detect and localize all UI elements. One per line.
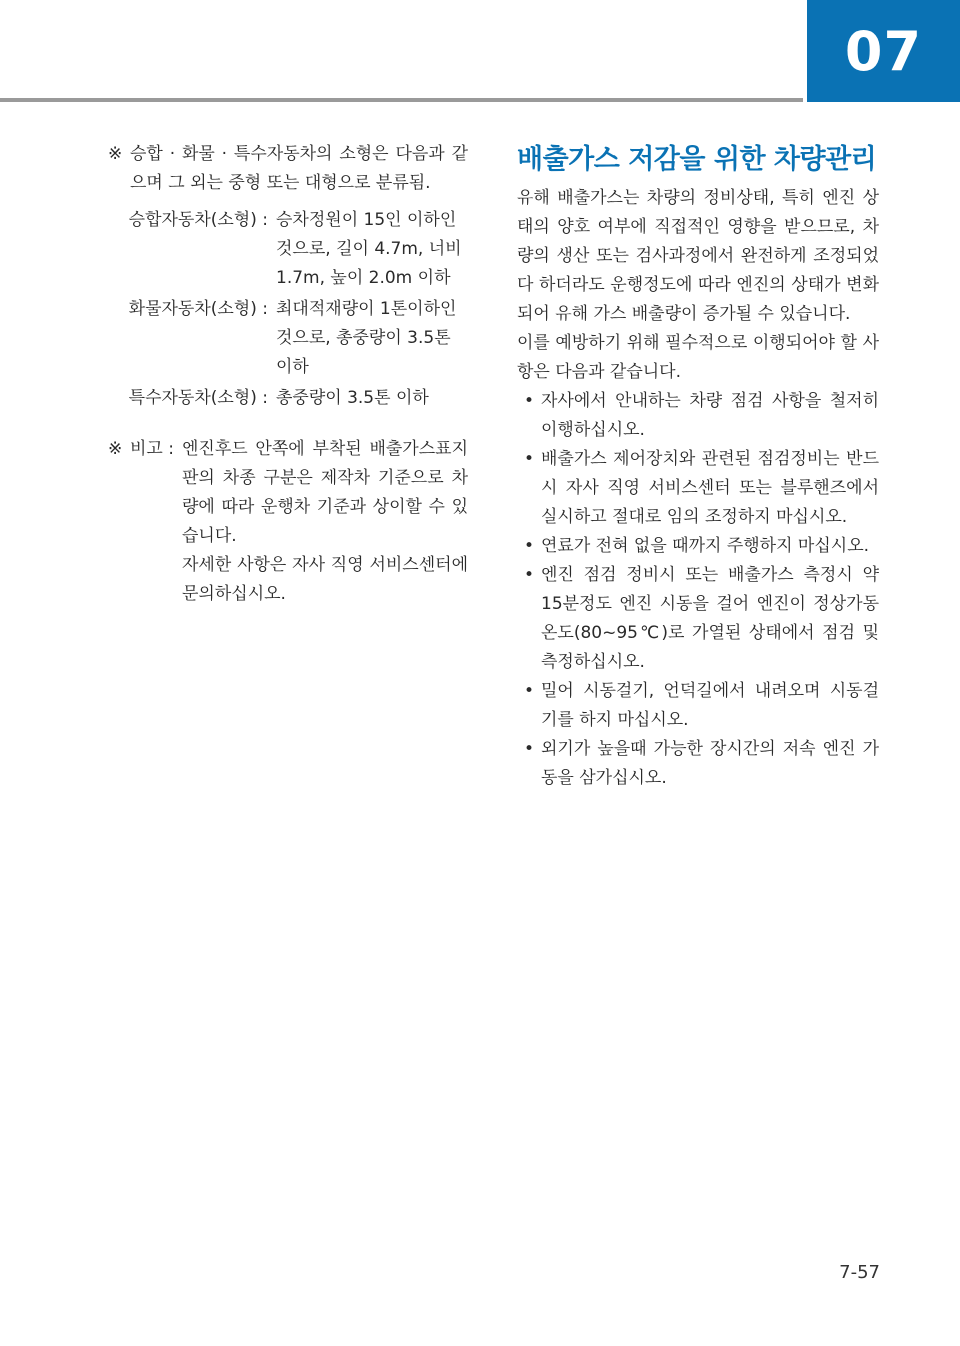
bullet-icon: • bbox=[523, 739, 535, 759]
spec-row-truck bbox=[108, 295, 468, 382]
intro-paragraph: 유해 배출가스는 차량의 정비상태, 특히 엔진 상태의 양호 여부에 직접적인 영향을 받으므로, 차량의 생산 또는 검사과정에서 완전하게 조정되었다 하더라도 운행정도에 따라 엔진의 상태가 변화되어 유해 가스 배출량이 증가될 수 있습니다. bbox=[517, 188, 879, 324]
list-item: • 배출가스 제어장치와 관련된 점검정비는 반드시 자사 직영 서비스센터 또는 블루핸즈에서 실시하고 절대로 임의 조정하지 마십시오. bbox=[517, 445, 879, 532]
spec-value: 총중량이 3.5톤 이하 bbox=[276, 388, 429, 408]
spec-label: 특수자동차(소형) : bbox=[128, 388, 268, 408]
bullet-icon: • bbox=[523, 449, 535, 469]
spec-label: 승합자동차(소형) : bbox=[128, 210, 268, 230]
spec-row-bus bbox=[108, 206, 468, 293]
spec-value: 최대적재량이 1톤이하인 것으로, 총중량이 3.5톤 이하 bbox=[276, 299, 457, 377]
spec-row-special bbox=[108, 384, 468, 413]
chapter-tab: 07 bbox=[807, 0, 960, 102]
bullet-icon: • bbox=[523, 536, 535, 556]
bullet-icon: • bbox=[523, 565, 535, 585]
list-item: • 연료가 전혀 없을 때까지 주행하지 마십시오. bbox=[517, 532, 879, 561]
spec-value: 승차정원이 15인 이하인 것으로, 길이 4.7m, 너비 1.7m, 높이 2.0m 이하 bbox=[276, 210, 462, 288]
list-item: • 외기가 높을때 가능한 장시간의 저속 엔진 가동을 삼가십시오. bbox=[517, 735, 879, 793]
remark-note bbox=[108, 435, 468, 609]
remark-body bbox=[182, 435, 468, 609]
list-item: • 엔진 점검 정비시 또는 배출가스 측정시 약 15분정도 엔진 시동을 걸어 엔진이 정상가동온도(80~95℃)로 가열된 상태에서 점검 및 측정하십시오. bbox=[517, 561, 879, 677]
header-rule bbox=[0, 98, 803, 102]
page-number: 7-57 bbox=[839, 1262, 880, 1283]
small-vehicle-specs bbox=[108, 206, 468, 413]
list-item: • 자사에서 안내하는 차량 점검 사항을 철저히 이행하십시오. bbox=[517, 387, 879, 445]
classification-note bbox=[108, 140, 468, 198]
reference-mark-icon: ※ bbox=[108, 144, 123, 164]
spec-label: 화물자동차(소형) : bbox=[128, 299, 268, 319]
classification-note-text: 승합 · 화물 · 특수자동차의 소형은 다음과 같으며 그 외는 중형 또는 대형으로 분류됨. bbox=[130, 144, 468, 193]
bullet-icon: • bbox=[523, 681, 535, 701]
bullet-icon: • bbox=[523, 391, 535, 411]
section-heading: 배출가스 저감을 위한 차량관리 bbox=[517, 144, 877, 175]
reference-mark-icon: ※ bbox=[108, 439, 123, 459]
right-column bbox=[517, 140, 879, 793]
remark-text-2: 자세한 사항은 자사 직영 서비스센터에 문의하십시오. bbox=[182, 555, 468, 604]
left-column bbox=[108, 140, 468, 609]
remark-label: 비고 : bbox=[130, 439, 174, 459]
maintenance-list bbox=[517, 387, 879, 793]
list-item: • 밀어 시동걸기, 언덕길에서 내려오며 시동걸기를 하지 마십시오. bbox=[517, 677, 879, 735]
remark-text-1: 엔진후드 안쪽에 부착된 배출가스표지판의 차종 구분은 제작차 기준으로 차량에 따라 운행차 기준과 상이할 수 있습니다. bbox=[182, 439, 468, 546]
prevention-paragraph: 이를 예방하기 위해 필수적으로 이행되어야 할 사항은 다음과 같습니다. bbox=[517, 333, 879, 382]
